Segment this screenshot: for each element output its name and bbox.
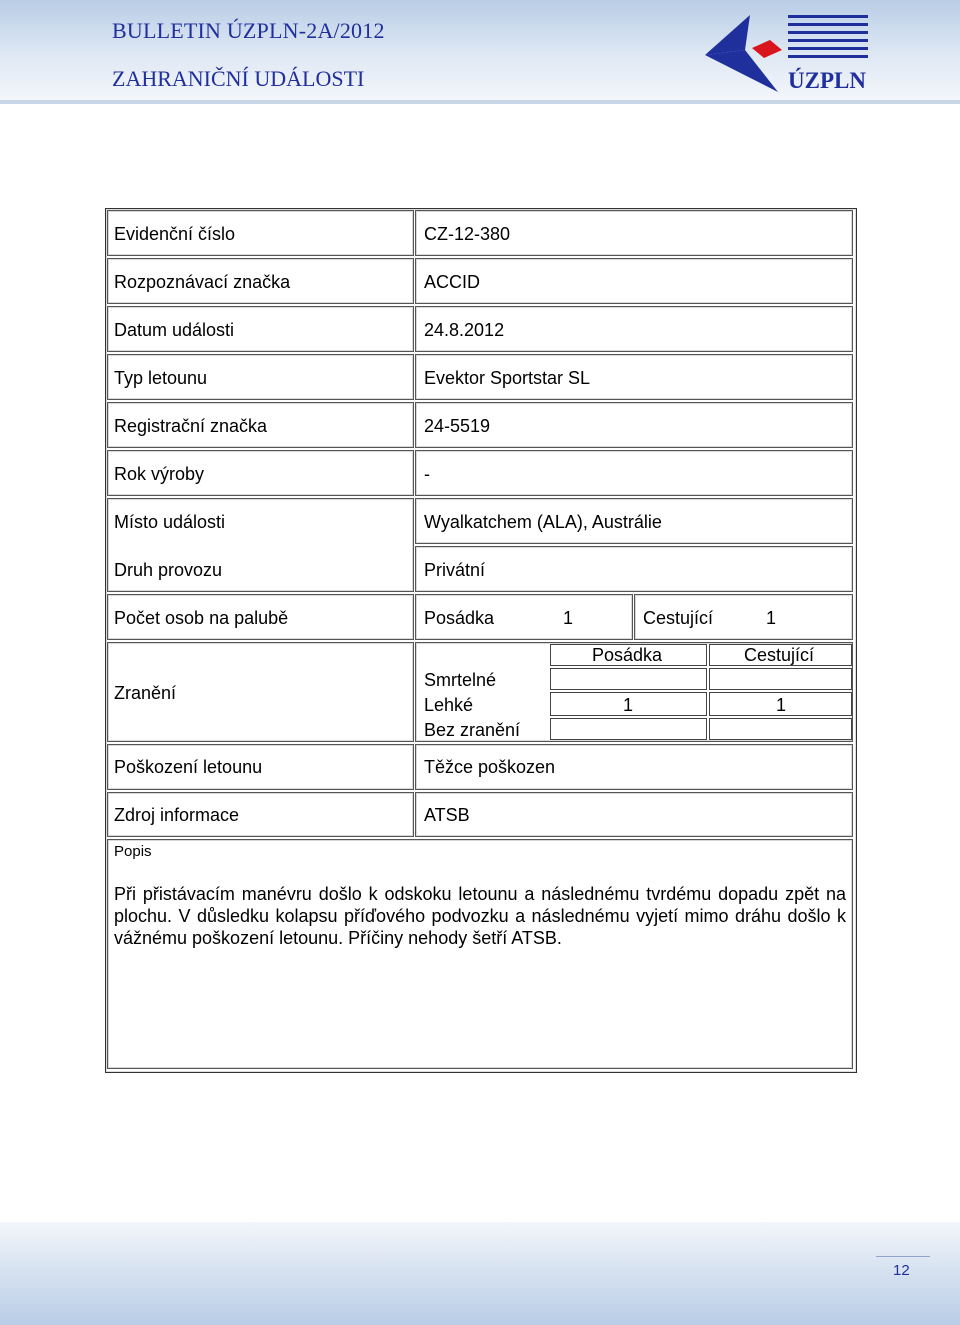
minor-injury-crew-value: 1 [623, 695, 634, 715]
registration-value: 24-5519 [424, 416, 491, 436]
header-divider [0, 100, 960, 104]
fatal-crew-cell [550, 668, 707, 690]
event-location-label: Místo události [114, 512, 226, 532]
registration-label: Registrační značka [114, 416, 268, 436]
evidence-number-label: Evidenční číslo [114, 224, 236, 244]
info-source-label: Zdroj informace [114, 805, 240, 825]
minor-injury-label: Lehké [424, 695, 474, 715]
operation-type-label: Druh provozu [114, 560, 223, 580]
persons-crew-label: Posádka [424, 608, 495, 628]
manufacture-year-value: - [424, 464, 430, 484]
minor-injury-passengers-value: 1 [776, 695, 787, 715]
persons-passengers-label: Cestující [643, 608, 714, 628]
injuries-passengers-header: Cestující [744, 645, 815, 665]
row-year-value-cell [415, 450, 853, 496]
row-source-value-cell [415, 792, 853, 837]
bulletin-title: BULLETIN ÚZPLN-2A/2012 [112, 18, 385, 43]
evidence-number-value: CZ-12-380 [424, 224, 511, 244]
description-label: Popis [114, 843, 152, 860]
injuries-crew-header: Posádka [592, 645, 663, 665]
aircraft-damage-value: Těžce poškozen [424, 757, 556, 777]
page-number: 12 [893, 1262, 910, 1279]
fatal-label: Smrtelné [424, 670, 497, 690]
description-cell [107, 839, 853, 1069]
event-date-label: Datum události [114, 320, 235, 340]
page-number-rule [876, 1256, 930, 1257]
callsign-label: Rozpoznávací značka [114, 272, 291, 292]
description-text: Při přistávacím manévru došlo k odskoku letounu a následnému tvrdému dopadu zpět na plochu. V důsledku kolapsu příďového podvozku a následnému vyjetí mimo dráhu došlo k vážnému poškození letounu. Příčiny nehody šetří ATSB. [114, 884, 846, 948]
persons-crew-value: 1 [563, 608, 574, 628]
manufacture-year-label: Rok výroby [114, 464, 205, 484]
none-passengers-cell [709, 718, 852, 740]
persons-passengers-value: 1 [766, 608, 777, 628]
row-callsign-value-cell [415, 258, 853, 304]
none-crew-cell [550, 718, 707, 740]
aircraft-damage-label: Poškození letounu [114, 757, 263, 777]
info-source-value: ATSB [424, 805, 470, 825]
page-footer [0, 1222, 960, 1325]
operation-type-value: Privátní [424, 560, 486, 580]
no-injury-label: Bez zranění [424, 720, 521, 740]
injuries-label: Zranění [114, 683, 177, 703]
callsign-value: ACCID [424, 272, 481, 292]
persons-on-board-label: Počet osob na palubě [114, 608, 289, 628]
aircraft-type-value: Evektor Sportstar SL [424, 368, 591, 388]
logo-text: ÚZPLN [788, 68, 866, 93]
aircraft-type-label: Typ letounu [114, 368, 208, 388]
fatal-passengers-cell [709, 668, 852, 690]
event-date-value: 24.8.2012 [424, 320, 505, 340]
event-location-value: Wyalkatchem (ALA), Austrálie [424, 512, 662, 532]
section-title: ZAHRANIČNÍ UDÁLOSTI [112, 66, 365, 91]
